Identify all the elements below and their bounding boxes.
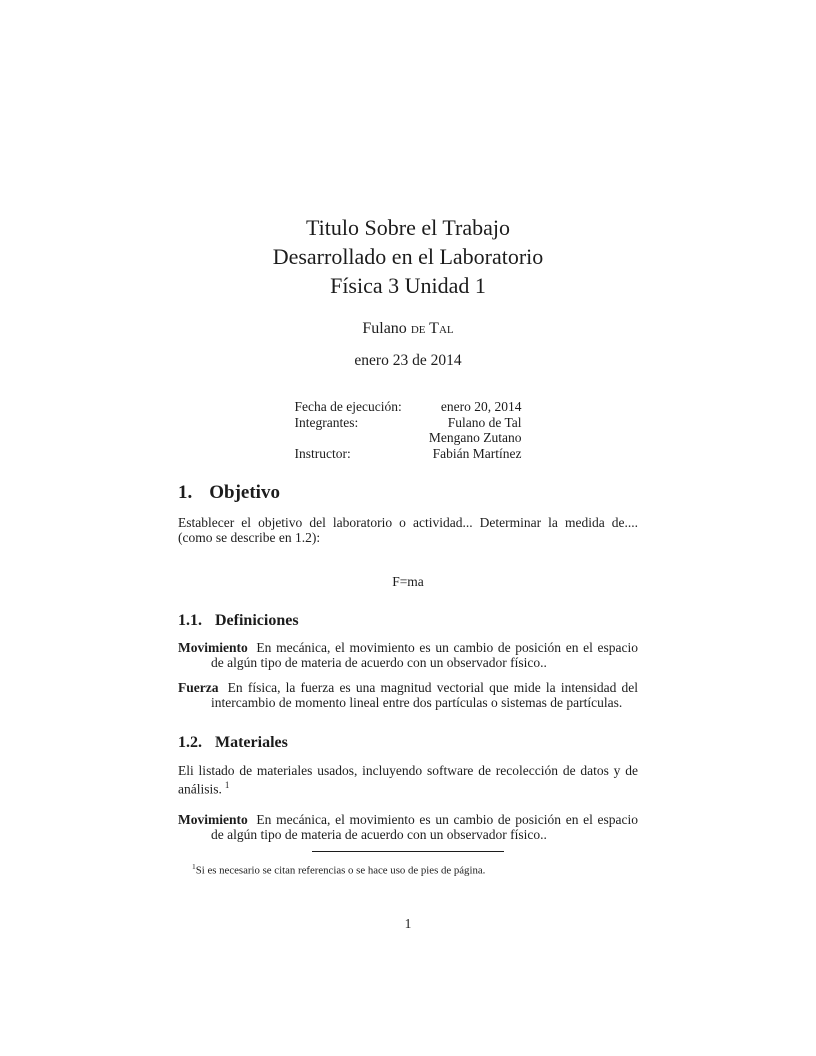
equation-f-ma: F=ma [392, 573, 424, 589]
row-label: Integrantes: [294, 414, 359, 430]
author [178, 320, 638, 338]
section-heading-objetivo [178, 481, 638, 504]
definition-text: En mecánica, el movimiento es un cambio de posición en el espacio de algún tipo de materia de acuerdo con un observador físico.. [211, 639, 638, 670]
text-column [178, 0, 638, 878]
author-first-name: Fulano [362, 320, 407, 337]
definition-text: En mecánica, el movimiento es un cambio de posición en el espacio de algún tipo de materia de acuerdo con un observador físico.. [211, 811, 638, 843]
subsection-number: 1.2. [178, 733, 202, 751]
subsection-title: Materiales [215, 733, 288, 751]
subsection-heading-materiales [178, 733, 638, 752]
table-row [295, 415, 522, 431]
section-number: 1. [178, 482, 193, 503]
document-title-line: Desarrollado en el Laboratorio [272, 244, 544, 269]
table-row [295, 430, 522, 446]
definition-term: Movimiento [178, 811, 248, 827]
row-value: enero 20, 2014 [440, 399, 522, 414]
subsection-number: 1.1. [178, 611, 202, 629]
title-block [178, 213, 638, 300]
materiales-paragraph [178, 763, 638, 797]
row-label: Fecha de ejecución: [294, 399, 402, 414]
section-title: Objetivo [209, 482, 280, 503]
page-number: 1 [404, 916, 412, 931]
row-label [295, 430, 427, 446]
footnote-text: Si es necesario se citan referencias o se hace uso de pies de página. [195, 865, 486, 878]
row-value: Fulano de Tal [447, 414, 522, 430]
table-row [295, 399, 522, 415]
definition-term: Fuerza [178, 680, 219, 696]
document-title-line: Física 3 Unidad 1 [330, 273, 486, 298]
document-date: enero 23 de 2014 [354, 352, 462, 369]
footnote [178, 860, 638, 878]
row-label: Instructor: [294, 445, 351, 461]
objetivo-paragraph: Establecer el objetivo del laboratorio o actividad... Determinar la medida de.... (como se describe en 1.2): [178, 515, 638, 546]
execution-info-table [295, 399, 522, 461]
table-row [295, 446, 522, 462]
document-title-line: Titulo Sobre el Trabajo [306, 215, 510, 240]
subsection-heading-definiciones [178, 611, 638, 630]
definition-term: Movimiento [178, 639, 248, 655]
subsection-title: Definiciones [215, 611, 299, 629]
row-value: Mengano Zutano [428, 430, 522, 445]
definition-item-movimiento-repeat [178, 812, 638, 843]
author-surname-smallcaps: de Tal [410, 320, 454, 337]
definition-item-movimiento [178, 640, 638, 671]
definition-text: En física, la fuerza es una magnitud vectorial que mide la intensidad del intercambio de momento lineal entre dos partículas o sistemas de partículas. [211, 680, 639, 711]
row-value: Fabián Martínez [432, 445, 522, 461]
footnote-marker: 1 [192, 862, 196, 872]
footnote-rule [312, 851, 504, 852]
materiales-paragraph-text: Eli listado de materiales usados, incluyendo software de recolección de datos y de análisis. [178, 762, 638, 797]
definition-item-fuerza [178, 680, 638, 711]
footnote-reference-marker: 1 [224, 780, 230, 791]
